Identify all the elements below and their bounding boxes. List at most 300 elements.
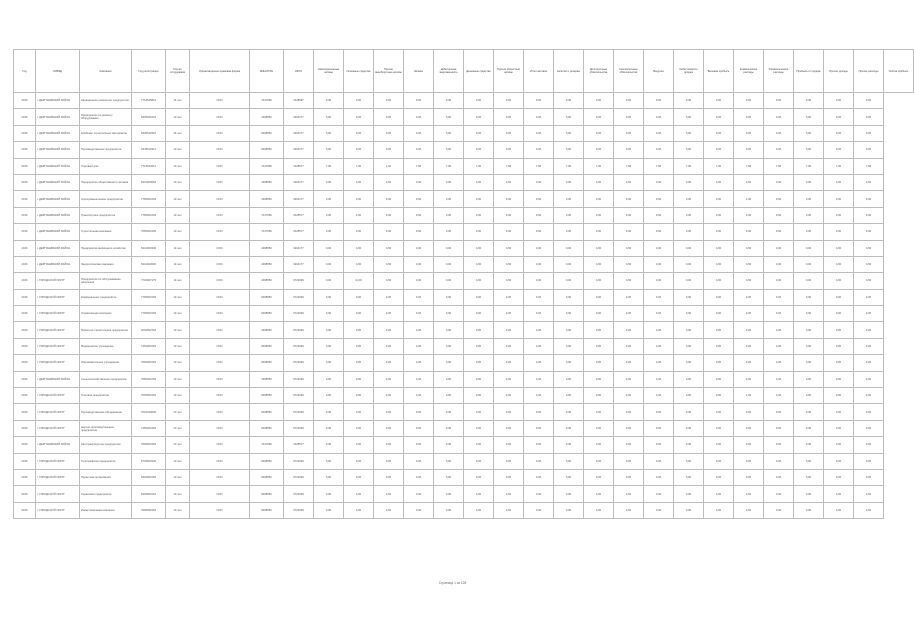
table-cell: 0,00 (614, 289, 644, 305)
table-cell: 0,00 (644, 142, 674, 158)
table-cell: 0,00 (374, 273, 404, 289)
table-cell: 2016 (14, 404, 36, 420)
table-cell: 7,00 (464, 158, 494, 174)
table-cell: ООО (190, 502, 250, 518)
table-cell: 0,00 (824, 486, 854, 502)
table-header-row (14, 50, 914, 93)
table-cell: 7450000153 (132, 420, 166, 436)
table-cell: 0,00 (704, 404, 734, 420)
table-cell: 0,00 (314, 142, 344, 158)
table-cell: 0,00 (314, 256, 344, 272)
column-header: Прочие оборотные активы (494, 50, 524, 93)
table-cell: 0,00 (734, 437, 764, 453)
table-cell: 0,00 (494, 355, 524, 371)
column-header: Чистая прибыль (884, 50, 914, 93)
table-cell: 0,00 (464, 306, 494, 322)
table-cell: 0,00 (584, 502, 614, 518)
table-row (14, 93, 914, 109)
table-cell: 2016 (14, 109, 36, 125)
table-cell: Производственное предприятие (80, 142, 132, 158)
table-cell: 0,00 (344, 306, 374, 322)
table-cell: 0,00 (464, 109, 494, 125)
table-cell: 0,00 (434, 404, 464, 420)
column-header: Запасы (404, 50, 434, 93)
table-cell: 2016 (14, 502, 36, 518)
table-cell: 0,00 (524, 388, 554, 404)
table-cell: 0,00 (464, 371, 494, 387)
table-cell: 0,00 (614, 338, 644, 354)
table-cell: 0,00 (554, 93, 584, 109)
table-cell: 6498550 (250, 502, 284, 518)
table-cell: 0,00 (584, 404, 614, 420)
table-cell: 0,00 (314, 207, 344, 223)
table-cell: 0,00 (494, 388, 524, 404)
table-cell: 0,00 (734, 453, 764, 469)
table-cell: 0,00 (734, 502, 764, 518)
table-cell: 0,00 (374, 240, 404, 256)
table-cell: 0,00 (404, 453, 434, 469)
column-header: Капитал и резервы (554, 50, 584, 93)
table-cell: 0,00 (374, 207, 404, 223)
table-cell: Авиационное ремонтное предприятие (80, 93, 132, 109)
table-cell: 0,00 (704, 355, 734, 371)
table-cell: 0,00 (584, 486, 614, 502)
table-cell: ООО (190, 93, 250, 109)
table-cell: 10 чел (166, 338, 190, 354)
table-cell: 0,00 (614, 469, 644, 485)
table-cell: г. ГОРОДСКОЙ ОКРУГ (36, 453, 80, 469)
table-cell: 0,00 (464, 142, 494, 158)
table-cell: 0,00 (374, 322, 404, 338)
table-cell: 0,00 (404, 502, 434, 518)
table-cell: 0,00 (794, 109, 824, 125)
table-cell: ООО (190, 437, 250, 453)
table-cell: 0,00 (464, 453, 494, 469)
register-sheet (13, 49, 909, 519)
table-cell: Управляющая компания (80, 306, 132, 322)
table-cell: 7004440000 (132, 404, 166, 420)
table-cell: 2016 (14, 142, 36, 158)
table-cell: 0,00 (794, 174, 824, 190)
table-cell: 0,00 (434, 240, 464, 256)
table-cell: 0,00 (554, 207, 584, 223)
table-cell: 0,00 (404, 93, 434, 109)
table-cell: 0,00 (434, 224, 464, 240)
table-cell: 0,00 (704, 502, 734, 518)
table-body (14, 93, 914, 519)
table-cell: 0,00 (494, 502, 524, 518)
table-row (14, 273, 914, 289)
table-cell: 0,00 (584, 224, 614, 240)
table-cell: 0,00 (854, 109, 884, 125)
table-cell: ООО (190, 322, 250, 338)
table-cell: 0,00 (464, 240, 494, 256)
table-row (14, 174, 914, 190)
table-cell: 0,00 (824, 174, 854, 190)
table-cell: 0,00 (704, 322, 734, 338)
table-cell: 0,00 (434, 388, 464, 404)
table-cell: 0,00 (584, 191, 614, 207)
column-header: Прибыль от продаж (794, 50, 824, 93)
table-cell: 0,00 (314, 469, 344, 485)
table-cell: 0,00 (584, 437, 614, 453)
table-cell: 0,00 (704, 486, 734, 502)
table-cell: 0,00 (764, 322, 794, 338)
table-cell: ООО (190, 404, 250, 420)
table-cell: 3128577 (284, 437, 314, 453)
table-cell: 0,00 (434, 453, 464, 469)
table-cell: 10 чел (166, 371, 190, 387)
table-cell: 0,00 (584, 388, 614, 404)
table-cell: г. ГОРОДСКОЙ ОКРУГ (36, 273, 80, 289)
table-cell: г. ГОРОДСКОЙ ОКРУГ (36, 289, 80, 305)
table-cell: г. ДЕРГАЧЕВСКИЙ РАЙОН (36, 93, 80, 109)
table-cell: 10 чел (166, 306, 190, 322)
table-cell: 6498550 (250, 388, 284, 404)
table-cell: 4498550 (250, 191, 284, 207)
table-cell: 7,00 (854, 158, 884, 174)
table-cell: 6345626434 (132, 109, 166, 125)
table-cell: 0,00 (554, 109, 584, 125)
table-cell: 0,00 (434, 322, 464, 338)
table-row (14, 224, 914, 240)
table-cell: 0,00 (374, 93, 404, 109)
table-cell: 7705000153 (132, 191, 166, 207)
table-cell: 0,00 (524, 273, 554, 289)
table-cell: 0,00 (854, 289, 884, 305)
table-cell: 0,00 (344, 125, 374, 141)
table-cell: 0,00 (764, 404, 794, 420)
table-cell: 0,00 (734, 306, 764, 322)
table-cell: 0,00 (734, 109, 764, 125)
table-cell: 0,00 (674, 404, 704, 420)
table-cell: 0,00 (524, 142, 554, 158)
table-cell: 0,00 (524, 404, 554, 420)
column-header: Кол-во сотрудников (166, 50, 190, 93)
table-cell: 0,00 (464, 437, 494, 453)
table-cell: 0,00 (854, 486, 884, 502)
table-cell: 0,00 (824, 355, 854, 371)
table-cell: 0,00 (524, 453, 554, 469)
table-cell: 14 чел (166, 93, 190, 109)
table-cell: 0,00 (404, 420, 434, 436)
table-cell: 0,00 (734, 371, 764, 387)
table-cell: 0,00 (554, 338, 584, 354)
table-cell: 7447089 (250, 224, 284, 240)
table-cell: 10 чел (166, 273, 190, 289)
table-cell: 0,00 (374, 142, 404, 158)
table-cell: 0,00 (644, 338, 674, 354)
table-row (14, 109, 914, 125)
table-row (14, 388, 914, 404)
table-cell: 0,00 (344, 371, 374, 387)
table-cell: 0,00 (794, 125, 824, 141)
table-cell: 0,00 (524, 256, 554, 272)
table-cell: 0,00 (404, 322, 434, 338)
table-cell: 0,00 (764, 224, 794, 240)
table-cell: 7,00 (614, 158, 644, 174)
table-cell: 0,00 (614, 502, 644, 518)
table-cell: 0,00 (404, 289, 434, 305)
table-cell: 0,00 (764, 256, 794, 272)
table-cell: 0,00 (374, 224, 404, 240)
table-cell: 0,00 (314, 322, 344, 338)
table-cell: 0,00 (404, 404, 434, 420)
table-cell: 10 чел (166, 224, 190, 240)
table-cell: 0,00 (524, 224, 554, 240)
table-cell: ООО (190, 207, 250, 223)
table-cell: 0,00 (314, 306, 344, 322)
table-cell: 1,00 (734, 388, 764, 404)
table-cell: ООО (190, 469, 250, 485)
table-cell: 0,00 (554, 125, 584, 141)
table-cell: 0,00 (434, 437, 464, 453)
table-cell: 0,00 (374, 453, 404, 469)
table-cell: 0,00 (614, 306, 644, 322)
table-cell: 7,00 (824, 158, 854, 174)
column-header: Долгосрочные обязательства (584, 50, 614, 93)
table-cell: 7705000153 (132, 306, 166, 322)
table-cell: 0,00 (794, 273, 824, 289)
table-cell: 6723099 (284, 502, 314, 518)
table-cell: Транспортное предприятие (80, 207, 132, 223)
column-header: Себестоимость продаж (674, 50, 704, 93)
table-cell: ООО (190, 306, 250, 322)
table-cell: 0,00 (314, 289, 344, 305)
table-cell: г. ДЕРГАЧЕВСКИЙ РАЙОН (36, 109, 80, 125)
table-cell: Образовательное учреждение (80, 355, 132, 371)
table-cell: 0,00 (854, 174, 884, 190)
table-cell: 0,00 (434, 125, 464, 141)
table-cell: г. ГОРОДСКОЙ ОКРУГ (36, 502, 80, 518)
table-cell: 7999999153 (132, 502, 166, 518)
table-cell: 0,00 (764, 420, 794, 436)
table-cell: 0,00 (614, 420, 644, 436)
table-cell: Автотранспортное предприятие (80, 437, 132, 453)
table-cell: г. ДЕРГАЧЕВСКИЙ РАЙОН (36, 142, 80, 158)
table-row (14, 371, 914, 387)
table-cell: 0,00 (554, 142, 584, 158)
column-header: Выручка (644, 50, 674, 93)
table-cell: 0,00 (644, 191, 674, 207)
table-cell: 0,00 (794, 420, 824, 436)
table-cell: 0,00 (674, 142, 704, 158)
table-cell: 0,00 (704, 289, 734, 305)
table-cell: 0,00 (584, 93, 614, 109)
table-cell: 6723099 (284, 322, 314, 338)
table-cell: 0,00 (764, 338, 794, 354)
column-header: Коммерческие расходы (734, 50, 764, 93)
table-cell: 0,00 (374, 109, 404, 125)
table-cell: 0,00 (464, 289, 494, 305)
table-cell: 0,00 (404, 109, 434, 125)
table-cell: 10 чел (166, 191, 190, 207)
table-cell: 0,00 (554, 486, 584, 502)
table-cell: 0,00 (854, 388, 884, 404)
table-cell: 0,00 (464, 420, 494, 436)
table-cell: 7447089 (250, 207, 284, 223)
table-cell: 0,00 (584, 174, 614, 190)
table-cell: 0,00 (854, 437, 884, 453)
table-cell: 0,00 (824, 437, 854, 453)
table-cell: 4498550 (250, 174, 284, 190)
table-cell: 0,00 (374, 306, 404, 322)
table-cell: 7665401053 (132, 371, 166, 387)
table-cell: 7,00 (434, 158, 464, 174)
table-cell: 0,00 (404, 240, 434, 256)
table-cell: 0,00 (704, 437, 734, 453)
table-cell: 1,00 (374, 158, 404, 174)
table-cell: 0,00 (464, 125, 494, 141)
table-cell: 0,00 (524, 322, 554, 338)
table-cell: 0,00 (644, 469, 674, 485)
table-cell: 0,00 (314, 453, 344, 469)
table-cell: 0,00 (464, 224, 494, 240)
table-cell: 0,00 (644, 453, 674, 469)
table-cell: 6723099 (284, 453, 314, 469)
table-cell: 0,00 (584, 322, 614, 338)
table-cell: 0,00 (314, 486, 344, 502)
table-cell: 0,00 (764, 306, 794, 322)
table-cell: 0,00 (644, 355, 674, 371)
table-cell: 0,00 (824, 338, 854, 354)
table-cell: 0,00 (524, 502, 554, 518)
table-cell: 0,00 (374, 125, 404, 141)
table-cell: 0,00 (764, 388, 794, 404)
table-cell: 7,00 (734, 158, 764, 174)
table-cell: 6341003064 (132, 174, 166, 190)
table-cell: 0,00 (554, 289, 584, 305)
table-cell: 4498550 (250, 240, 284, 256)
table-cell: 0,00 (314, 109, 344, 125)
table-cell: 2004652718 (132, 322, 166, 338)
table-cell: 6498550 (250, 404, 284, 420)
table-cell: 0,00 (854, 224, 884, 240)
table-cell: 0,00 (824, 322, 854, 338)
table-cell: 0,00 (794, 256, 824, 272)
table-cell: 0,00 (404, 273, 434, 289)
table-cell: 0,00 (314, 338, 344, 354)
table-cell: г. ДЕРГАЧЕВСКИЙ РАЙОН (36, 125, 80, 141)
table-cell: 0,00 (464, 207, 494, 223)
table-cell: 10 чел (166, 322, 190, 338)
table-cell: г. ДЕРГАЧЕВСКИЙ РАЙОН (36, 174, 80, 190)
table-cell: 0,00 (794, 453, 824, 469)
table-cell: 0,00 (554, 256, 584, 272)
table-cell: 0,00 (374, 256, 404, 272)
table-cell: 0,00 (644, 240, 674, 256)
table-cell: 0,00 (764, 142, 794, 158)
table-cell: ООО (190, 420, 250, 436)
table-cell: 0,00 (434, 174, 464, 190)
table-cell: г. ГОРОДСКОЙ ОКРУГ (36, 338, 80, 354)
column-header: Год регистрации (132, 50, 166, 93)
column-header: Прочие расходы (854, 50, 884, 93)
table-cell: 0,00 (584, 306, 614, 322)
table-cell: 7,00 (494, 158, 524, 174)
table-cell: 0,00 (854, 256, 884, 272)
table-cell: 0,00 (554, 420, 584, 436)
table-cell: 0,00 (524, 371, 554, 387)
table-cell: 0,00 (794, 338, 824, 354)
table-cell: 0,00 (704, 306, 734, 322)
table-cell: 0,00 (524, 355, 554, 371)
table-cell: 0,00 (404, 174, 434, 190)
table-cell: 2016 (14, 240, 36, 256)
table-cell: 0,00 (824, 191, 854, 207)
table-cell: 0,00 (644, 174, 674, 190)
table-cell: 0,00 (644, 322, 674, 338)
table-cell: г. ГОРОДСКОЙ ОКРУГ (36, 322, 80, 338)
table-row (14, 486, 914, 502)
table-cell: ООО (190, 191, 250, 207)
table-cell: г. ДЕРГАЧЕВСКИЙ РАЙОН (36, 224, 80, 240)
table-cell: 3204177 (284, 191, 314, 207)
table-cell: 0,00 (614, 322, 644, 338)
table-cell: 2016 (14, 486, 36, 502)
table-cell: 2016 (14, 224, 36, 240)
table-cell: 0,00 (554, 404, 584, 420)
table-cell: 0,00 (644, 256, 674, 272)
table-cell: 0,00 (524, 486, 554, 502)
table-cell: 0,00 (344, 355, 374, 371)
table-cell: Научно-производственное предприятие (80, 420, 132, 436)
table-cell: 0,00 (734, 256, 764, 272)
table-cell: 0,00 (644, 306, 674, 322)
table-cell: 0,00 (404, 191, 434, 207)
table-cell: 0,00 (674, 486, 704, 502)
table-cell: 0,00 (854, 371, 884, 387)
table-cell: 0,00 (554, 388, 584, 404)
table-cell: 10 чел (166, 240, 190, 256)
table-cell: 0,00 (464, 93, 494, 109)
table-cell: 6723099 (284, 388, 314, 404)
table-cell: 0,00 (434, 420, 464, 436)
table-cell: 0,00 (404, 355, 434, 371)
table-cell: 3128577 (284, 224, 314, 240)
table-cell: 0,00 (674, 224, 704, 240)
table-cell: 0,00 (734, 224, 764, 240)
table-row (14, 404, 914, 420)
table-cell: 0,00 (374, 289, 404, 305)
table-cell: 2016 (14, 469, 36, 485)
table-cell: 0,00 (824, 502, 854, 518)
table-cell: 0,00 (344, 289, 374, 305)
table-cell: 0,00 (764, 125, 794, 141)
table-cell: 0,00 (584, 289, 614, 305)
table-cell: 10 чел (166, 437, 190, 453)
table-cell: 0,00 (644, 486, 674, 502)
table-cell: ООО (190, 486, 250, 502)
table-cell: 0,00 (524, 109, 554, 125)
table-cell: 0,00 (524, 207, 554, 223)
table-cell: 0,00 (854, 469, 884, 485)
table-cell: 7704007175 (132, 273, 166, 289)
column-header: ОКПО (284, 50, 314, 93)
table-cell: 0,00 (344, 437, 374, 453)
table-cell: г. ГОРОДСКОЙ ОКРУГ (36, 355, 80, 371)
table-cell: 0,00 (614, 388, 644, 404)
table-cell: 0,00 (794, 371, 824, 387)
table-cell: 0,00 (344, 224, 374, 240)
table-cell: 0,00 (464, 486, 494, 502)
table-cell: 0,00 (674, 256, 704, 272)
table-cell: 7447089 (250, 158, 284, 174)
table-cell: 0,00 (644, 420, 674, 436)
table-cell: г. ДЕРГАЧЕВСКИЙ РАЙОН (36, 158, 80, 174)
table-row (14, 322, 914, 338)
table-cell: 0,00 (704, 371, 734, 387)
